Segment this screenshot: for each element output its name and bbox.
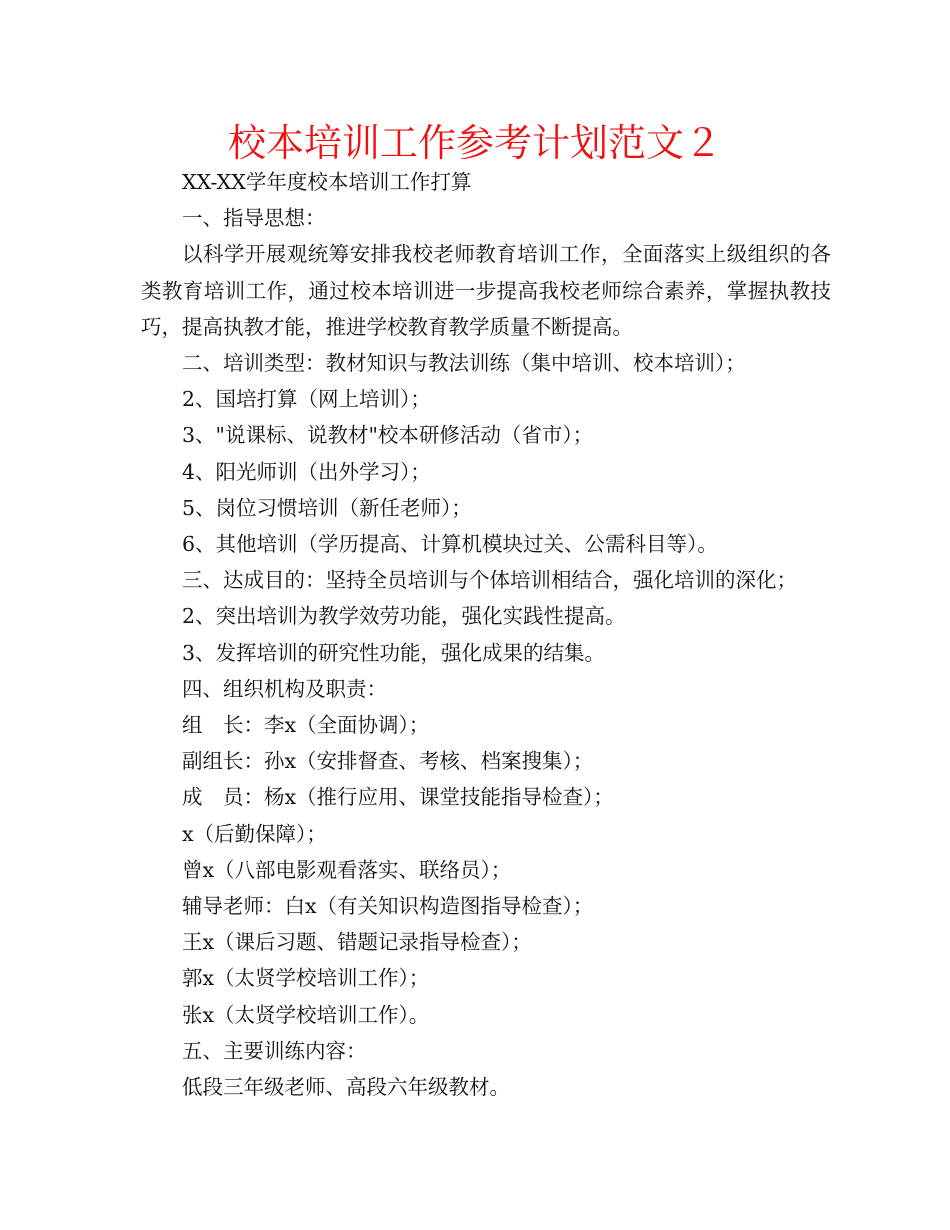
document-body: [141, 164, 831, 1105]
paragraph-guiding-thought: 以科学开展观统筹安排我校老师教育培训工作，全面落实上级组织的各类教育培训工作，通过校本培训进一步提高我校老师综合素养，掌握执教技巧，提高执教才能，推进学校教育教学质量不断提高。: [141, 242, 831, 339]
paragraph-training-content: 低段三年级老师、高段六年级教材。: [182, 1075, 510, 1100]
document-title: 校本培训工作参考计划范文２: [227, 121, 722, 165]
heading-training-types: 二、培训类型：教材知识与教法训练（集中培训、校本培训）；: [182, 351, 746, 376]
member-line: 曾x（八部电影观看落实、联络员）；: [182, 857, 512, 882]
list-item: 6、其他培训（学历提高、计算机模块过关、公需科目等）。: [182, 532, 718, 557]
heading-training-content: 五、主要训练内容：: [182, 1038, 367, 1063]
list-item: 3、"说课标、说教材"校本研修活动（省市）；: [182, 423, 594, 448]
member-line: 成 员：杨x（推行应用、课堂技能指导检查）；: [182, 785, 614, 810]
heading-goals: 三、达成目的：坚持全员培训与个体培训相结合，强化培训的深化；: [182, 568, 797, 593]
list-item: 4、阳光师训（出外学习）；: [182, 459, 431, 484]
list-item: 3、发挥培训的研究性功能，强化成果的结集。: [182, 640, 606, 665]
member-line: 副组长：孙x（安排督查、考核、档案搜集）；: [182, 749, 594, 774]
member-line: 王x（课后习题、错题记录指导检查）；: [182, 930, 532, 955]
paragraph-year-plan: XX-XX学年度校本培训工作打算: [182, 170, 472, 194]
member-line: 辅导老师：白x（有关知识构造图指导检查）；: [182, 894, 594, 919]
list-item: 5、岗位习惯培训（新任老师）；: [182, 495, 472, 520]
heading-guiding-thought: 一、指导思想：: [182, 206, 326, 231]
member-line: 郭x（太贤学校培训工作）；: [182, 966, 430, 991]
member-line: 组 长：李x（全面协调）；: [182, 713, 430, 738]
list-item: 2、国培打算（网上培训）；: [182, 387, 431, 412]
heading-organization: 四、组织机构及职责：: [182, 676, 387, 701]
member-line: 张x（太贤学校培训工作）。: [182, 1002, 430, 1027]
member-line: x（后勤保障）；: [182, 821, 327, 846]
list-item: 2、突出培训为教学效劳功能，强化实践性提高。: [182, 604, 626, 629]
